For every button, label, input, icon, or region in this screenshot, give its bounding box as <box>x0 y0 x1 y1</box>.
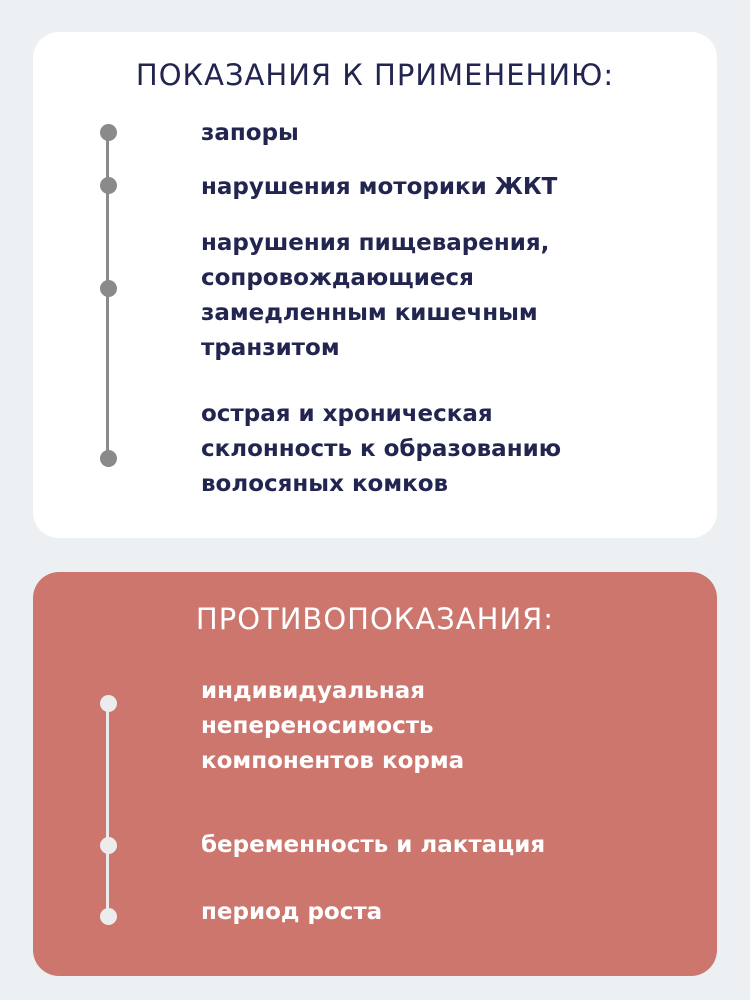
indications-title: ПОКАЗАНИЯ К ПРИМЕНЕНИЮ: <box>135 58 615 92</box>
indications-bullet-1 <box>100 124 117 141</box>
contraindications-bullet-2 <box>100 837 117 854</box>
contraindications-card <box>33 572 717 976</box>
contraindications-timeline-line <box>106 703 109 917</box>
contraindication-item-1: индивидуальная непереносимость компонентов корма <box>201 678 465 774</box>
contraindication-item-3: период роста <box>201 899 383 925</box>
indications-bullet-3 <box>100 280 117 297</box>
indication-item-2: нарушения моторики ЖКТ <box>201 174 558 200</box>
indication-item-4: острая и хроническая склонность к образованию волосяных комков <box>201 401 562 497</box>
contraindications-bullet-1 <box>100 695 117 712</box>
contraindications-bullet-3 <box>100 908 117 925</box>
indications-bullet-4 <box>100 450 117 467</box>
indication-item-1: запоры <box>201 120 299 146</box>
indications-bullet-2 <box>100 177 117 194</box>
contraindications-title: ПРОТИВОПОКАЗАНИЯ: <box>195 602 555 636</box>
contraindication-item-2: беременность и лактация <box>201 832 546 858</box>
indication-item-3: нарушения пищеварения, сопровождающиеся замедленным кишечным транзитом <box>201 230 550 361</box>
indications-card <box>33 32 717 538</box>
